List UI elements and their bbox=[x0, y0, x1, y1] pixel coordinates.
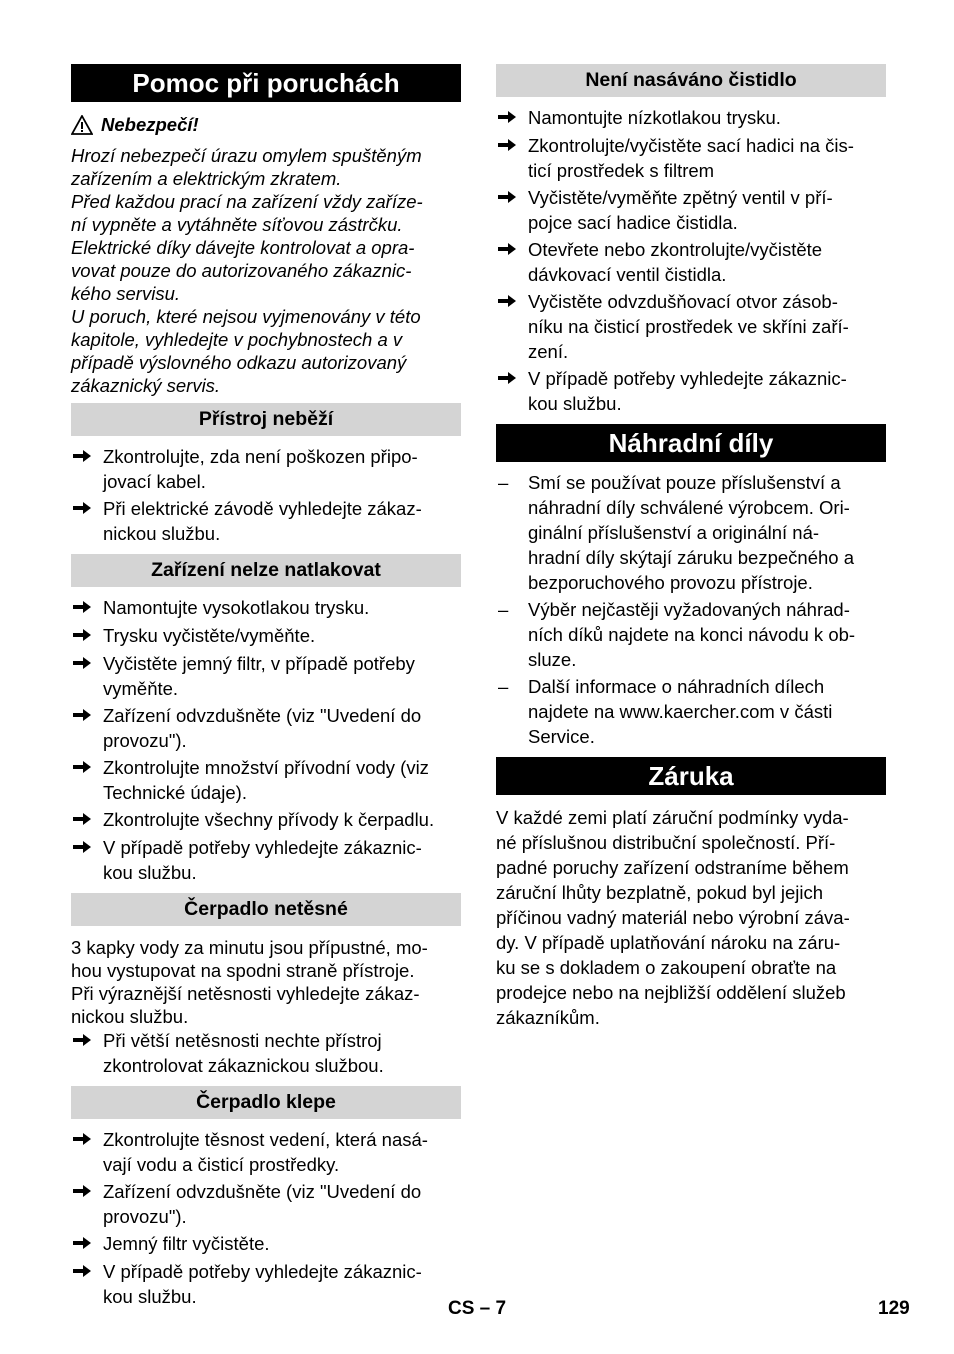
list-item: V případě potřeby vyhledejte zákaznic- kou službu. bbox=[71, 835, 461, 885]
list-item: Namontujte vysokotlakou trysku. bbox=[71, 595, 461, 621]
arrow-icon bbox=[71, 444, 103, 494]
list-item: Vyčistěte jemný filtr, v případě potřeby vyměňte. bbox=[71, 651, 461, 701]
arrow-icon bbox=[71, 623, 103, 649]
heading-pump-knocking: Čerpadlo klepe bbox=[71, 1086, 461, 1119]
right-column bbox=[496, 64, 886, 1030]
list-item: Vyčistěte odvzdušňovací otvor zásob- níku na čisticí prostředek ve skříni zaří- zení. bbox=[496, 289, 886, 364]
list-item: Otevřete nebo zkontrolujte/vyčistěte dávkovací ventil čistidla. bbox=[496, 237, 886, 287]
spare-parts-list bbox=[496, 470, 886, 749]
list-item: Zkontrolujte množství přívodní vody (viz Technické údaje). bbox=[71, 755, 461, 805]
arrow-icon bbox=[71, 807, 103, 833]
arrow-icon bbox=[71, 1231, 103, 1257]
heading-no-pressure: Zařízení nelze natlakovat bbox=[71, 554, 461, 587]
list-item: Zkontrolujte všechny přívody k čerpadlu. bbox=[71, 807, 461, 833]
footer-language-page: CS – 7 bbox=[448, 1298, 507, 1319]
pump-knocking-list bbox=[71, 1127, 461, 1309]
arrow-icon bbox=[496, 185, 528, 235]
pump-leaking-list bbox=[71, 1028, 461, 1078]
danger-text: Hrozí nebezpečí úrazu omylem spuštěným zařízením a elektrickým zkratem. Před každou prací na zařízení vždy zaříze- ní vypněte a vytáhněte síťovou zástrčku. Elektrické díky dávejte kontrolovat a opra- vovat pouze do autorizovaného zákaznic- kého servisu. U poruch, které nejsou vyjmenovány v této kapitole, vyhledejte v pochybnostech a v případě výslovného odkazu autorizovaný zákaznický servis. bbox=[71, 145, 423, 396]
arrow-icon bbox=[71, 496, 103, 546]
heading-warranty: Záruka bbox=[496, 757, 886, 795]
dash-bullet: – bbox=[498, 472, 509, 493]
list-item: Zařízení odvzdušněte (viz "Uvedení do provozu"). bbox=[71, 703, 461, 753]
arrow-icon bbox=[496, 289, 528, 364]
arrow-icon bbox=[71, 835, 103, 885]
list-item: Namontujte nízkotlakou trysku. bbox=[496, 105, 886, 131]
arrow-icon bbox=[71, 1179, 103, 1229]
list-item: – Smí se používat pouze příslušenství a náhradní díly schválené výrobcem. Ori- ginální příslušenství a originální ná- hradní díly skýtají záruku bezpečného a bezporuchového provozu přístroje. bbox=[498, 472, 854, 593]
no-pressure-list bbox=[71, 595, 461, 885]
danger-notice bbox=[71, 112, 461, 138]
detergent-not-sucked-list bbox=[496, 105, 886, 416]
warning-triangle-icon bbox=[71, 115, 93, 135]
arrow-icon bbox=[71, 595, 103, 621]
footer-page-number: 129 bbox=[878, 1298, 910, 1319]
heading-device-not-running: Přístroj neběží bbox=[71, 403, 461, 436]
dash-bullet: – bbox=[498, 599, 509, 620]
device-not-running-list bbox=[71, 444, 461, 546]
arrow-icon bbox=[71, 1127, 103, 1177]
left-column bbox=[71, 64, 461, 1311]
list-item: V případě potřeby vyhledejte zákaznic- kou službu. bbox=[71, 1259, 461, 1309]
arrow-icon bbox=[496, 105, 528, 131]
list-item: Zkontrolujte/vyčistěte sací hadici na čis- ticí prostředek s filtrem bbox=[496, 133, 886, 183]
arrow-icon bbox=[496, 237, 528, 287]
heading-pump-leaking: Čerpadlo netěsné bbox=[71, 893, 461, 926]
arrow-icon bbox=[71, 651, 103, 701]
list-item: Trysku vyčistěte/vyměňte. bbox=[71, 623, 461, 649]
arrow-icon bbox=[71, 755, 103, 805]
dash-bullet: – bbox=[498, 676, 509, 697]
arrow-icon bbox=[71, 703, 103, 753]
list-item: V případě potřeby vyhledejte zákaznic- kou službu. bbox=[496, 366, 886, 416]
pump-leaking-text: 3 kapky vody za minutu jsou přípustné, mo- hou vystupovat na spodni straně přístroje. Při výraznější netěsnosti vyhledejte zákaz- nickou službu. bbox=[71, 937, 428, 1027]
heading-troubleshooting: Pomoc při poruchách bbox=[71, 64, 461, 102]
arrow-icon bbox=[496, 133, 528, 183]
list-item: Zkontrolujte, zda není poškozen připo- jovací kabel. bbox=[71, 444, 461, 494]
heading-spare-parts: Náhradní díly bbox=[496, 424, 886, 462]
arrow-icon bbox=[71, 1028, 103, 1078]
list-item: – Další informace o náhradních dílech najdete na www.kaercher.com v části Service. bbox=[498, 676, 833, 747]
list-item: Při elektrické závodě vyhledejte zákaz- nickou službu. bbox=[71, 496, 461, 546]
danger-label: Nebezpečí! bbox=[101, 114, 199, 135]
list-item: Zařízení odvzdušněte (viz "Uvedení do provozu"). bbox=[71, 1179, 461, 1229]
list-item: – Výběr nejčastěji vyžadovaných náhrad- ních díků najdete na konci návodu k ob- sluze. bbox=[498, 599, 856, 670]
list-item: Vyčistěte/vyměňte zpětný ventil v pří- pojce sací hadice čistidla. bbox=[496, 185, 886, 235]
warranty-text: V každé zemi platí záruční podmínky vyda- né příslušnou distribuční společností. Pří- padné poruchy zařízení odstraníme během záruční lhůty bezplatně, pokud byl jejich příčinou vadný materiál nebo výrobní záva- dy. V případě uplatňování nároku na záru- ku se s dokladem o zakoupení obraťte na prodejce nebo na nejbližší oddělení služeb zákazníkům. bbox=[496, 807, 850, 1028]
list-item: Zkontrolujte těsnost vedení, která nasá- vají vodu a čisticí prostředky. bbox=[71, 1127, 461, 1177]
list-item: Při větší netěsnosti nechte přístroj zkontrolovat zákaznickou službou. bbox=[71, 1028, 461, 1078]
arrow-icon bbox=[496, 366, 528, 416]
list-item: Jemný filtr vyčistěte. bbox=[71, 1231, 461, 1257]
heading-detergent-not-sucked: Není nasáváno čistidlo bbox=[496, 64, 886, 97]
arrow-icon bbox=[71, 1259, 103, 1309]
